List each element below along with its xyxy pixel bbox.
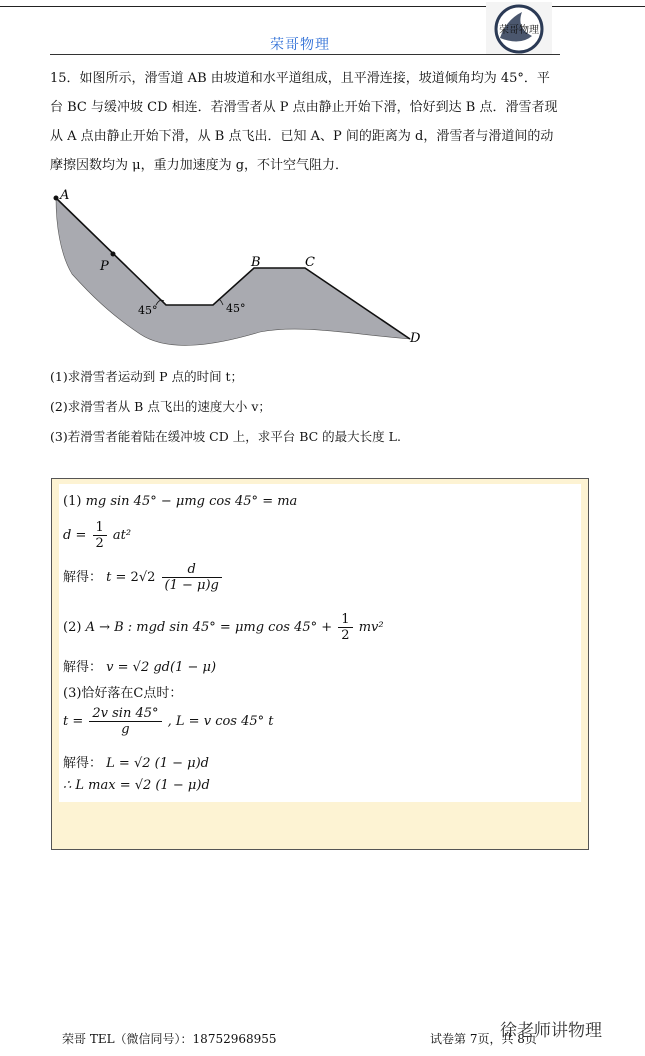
- footer-contact: 荣哥 TEL（微信同号）：18752968955: [62, 1032, 277, 1046]
- fraction: [162, 562, 222, 593]
- label-a: A: [60, 188, 70, 203]
- ski-slope-figure: [50, 184, 430, 356]
- question-line: 摩擦因数均为 μ，重力加速度为 g，不计空气阻力．: [50, 158, 349, 173]
- denominator: 2: [95, 536, 104, 551]
- denominator: (1 − μ)g: [164, 578, 219, 593]
- answer-content: [59, 484, 581, 802]
- watermark: 徐老师讲物理: [500, 1021, 602, 1041]
- label-p: P: [100, 259, 109, 274]
- angle-label-right: 45°: [226, 302, 246, 315]
- numerator: 1: [338, 612, 352, 628]
- answer-step-8: [63, 752, 209, 771]
- answer-step-3: [63, 562, 224, 593]
- question-text: [50, 64, 560, 180]
- answer-step-5: [63, 656, 216, 675]
- footer-page-info: 试卷第 7页，共 8页: [430, 1032, 537, 1046]
- part-label: (2): [63, 620, 82, 635]
- sqrt-expression: √2 gd(1 − μ): [132, 660, 217, 675]
- solve-label: 解得：: [63, 756, 103, 771]
- denominator: g: [121, 722, 130, 737]
- subquestion-1: (1)求滑雪者运动到 P 点的时间 t；: [50, 369, 244, 384]
- numerator: 2v sin 45°: [89, 706, 161, 722]
- answer-step-6: (3)恰好落在C点时：: [63, 686, 183, 701]
- equation-lhs: d =: [63, 528, 87, 543]
- part-label: (1): [63, 494, 82, 509]
- fraction: [89, 706, 161, 737]
- equation-rest: at²: [112, 528, 132, 543]
- equation-lhs: t =: [106, 570, 127, 585]
- subquestion-2: (2)求滑雪者从 B 点飞出的速度大小 v；: [50, 399, 271, 414]
- equation-lhs: t =: [63, 714, 84, 729]
- numerator: d: [162, 562, 222, 578]
- sqrt-head: 2√2: [130, 570, 156, 585]
- equation-rest: , L = v cos 45° t: [167, 714, 274, 729]
- label-b: B: [251, 255, 261, 270]
- equation-lhs: v =: [106, 660, 129, 675]
- angle-label-left: 45°: [138, 304, 158, 317]
- numerator: 1: [93, 520, 107, 536]
- equation-rest: mv²: [358, 620, 384, 635]
- point-a: [54, 196, 59, 201]
- answer-step-4: [63, 612, 384, 643]
- solve-label: 解得：: [63, 570, 103, 585]
- answer-step-1: [63, 494, 297, 509]
- answer-step-9: ∴ L max = √2 (1 − μ)d: [63, 778, 210, 793]
- equation: L = √2 (1 − μ)d: [106, 756, 209, 771]
- equation: A → B : mgd sin 45° = μmg cos 45° +: [85, 620, 333, 635]
- denominator: 2: [341, 628, 350, 643]
- answer-box: [51, 478, 589, 850]
- header-title: 荣哥物理: [270, 37, 330, 53]
- question-line: 15．如图所示，滑雪道 AB 由坡道和水平道组成，且平滑连接，坡道倾角均为 45°．平: [50, 71, 550, 86]
- question-line: 台 BC 与缓冲坡 CD 相连．若滑雪者从 P 点由静止开始下滑，恰好到达 B 点．滑雪者现: [50, 100, 558, 115]
- answer-step-2: [63, 520, 131, 551]
- label-c: C: [305, 255, 315, 270]
- point-p: [111, 252, 116, 257]
- header-rule: [50, 54, 560, 55]
- logo-text: 荣哥物理: [499, 25, 539, 36]
- fraction: [338, 612, 352, 643]
- solve-label: 解得：: [63, 660, 103, 675]
- question-line: 从 A 点由静止开始下滑，从 B 点飞出．已知 A、P 间的距离为 d，滑雪者与滑道间的动: [50, 129, 554, 144]
- logo: [486, 2, 552, 54]
- fraction: [93, 520, 107, 551]
- answer-step-7: [63, 706, 274, 737]
- equation: mg sin 45° − μmg cos 45° = ma: [85, 494, 298, 509]
- subquestion-3: (3)若滑雪者能着陆在缓冲坡 CD 上，求平台 BC 的最大长度 L.: [50, 429, 401, 444]
- label-d: D: [410, 331, 421, 346]
- terrain-shape: [56, 198, 410, 345]
